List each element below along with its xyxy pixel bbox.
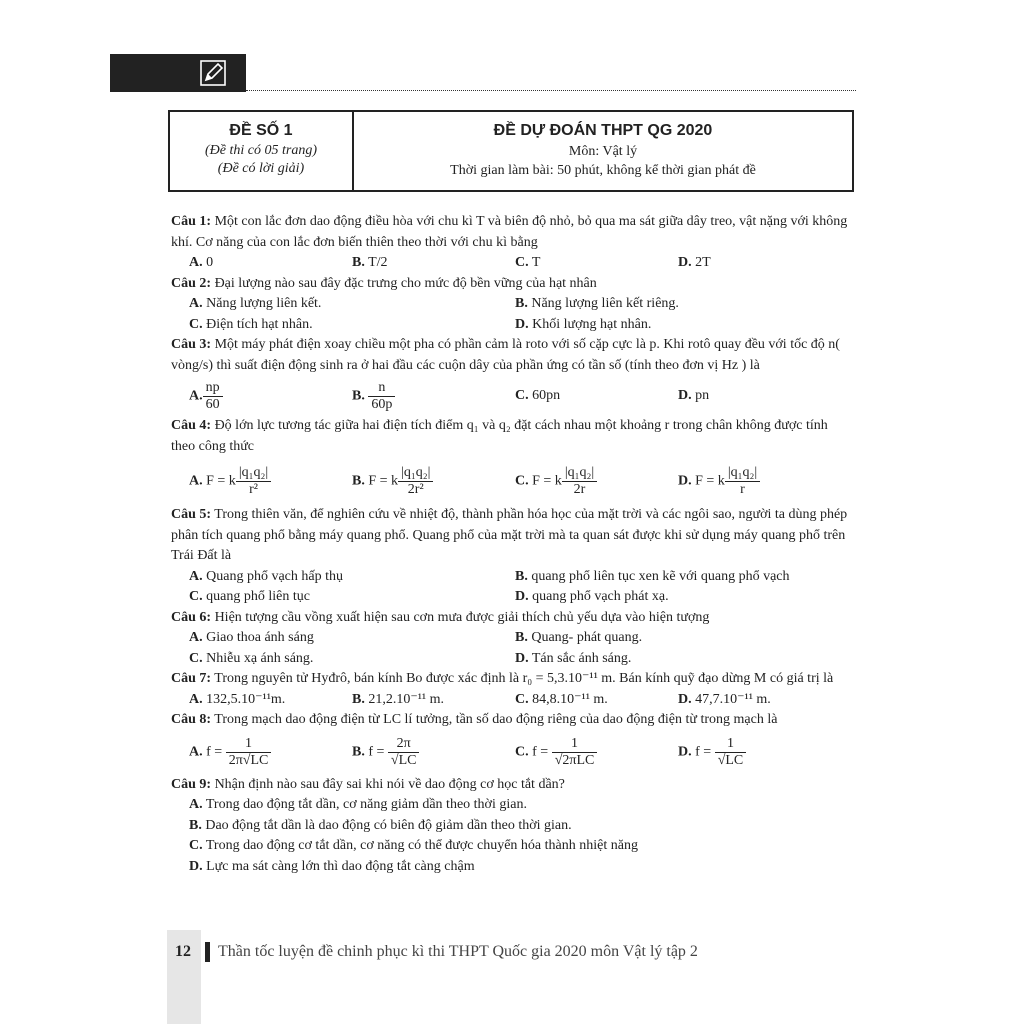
fraction: $\frac{1}{√LC}$ [715,736,747,769]
question-label: Câu 2: [171,275,212,291]
pencil-icon [198,58,228,88]
option-b[interactable]: B. Năng lượng liên kết riêng. [515,296,679,311]
option-b[interactable]: B. quang phổ liên tục xen kẽ với quang phổ vạch [515,568,790,584]
option-c[interactable]: C. 60pn [515,387,561,403]
option-a[interactable]: A. $\frac{np}{60}$ [189,380,352,413]
exam-time: Thời gian làm bài: 50 phút, không kể thời gian phát đề [450,163,756,178]
option-b[interactable]: B. Quang- phát quang. [515,630,643,645]
exam-title-block [354,112,852,190]
question-label: Câu 8: [171,712,212,727]
question-list [171,212,855,877]
option-c[interactable]: C. 84,8.10⁻¹¹ m. [515,691,608,707]
fraction: $\frac{\text{|q₁q₂|}}{\text{r²}}$ [236,465,271,498]
options-q8 [171,731,855,775]
question-2 [171,274,855,295]
exam-info [170,112,354,190]
question-text: Trong mạch dao động điện từ LC lí tưởng, tần số dao động riêng của dao động điện từ trong mạch là [211,712,778,727]
header-divider [246,90,856,91]
option-d[interactable]: D. pn [678,387,710,403]
options-q3 [171,376,855,416]
options-q7 [171,690,855,711]
question-8 [171,710,855,731]
option-d[interactable]: D. Tán sắc ánh sáng. [515,650,632,666]
options-q2-row1 [171,294,855,315]
option-a[interactable]: A. Giao thoa ánh sáng [189,630,314,645]
fraction: $\frac{1}{2\pi√LC}$ [226,736,272,769]
question-text: Nhận định nào sau đây sai khi nói về dao động cơ học tắt dần? [211,776,565,792]
question-9 [171,775,855,796]
option-c[interactable]: C. T [515,255,541,270]
fraction: $\frac{n}{60p}$ [368,380,395,413]
page-count-note: (Đề thi có 05 trang) [205,143,317,158]
options-q1 [171,253,855,274]
exam-header-box [168,110,854,192]
question-text: Trong thiên văn, để nghiên cứu về nhiệt độ, thành phần hóa học của mặt trời và các ngôi sao, người ta dùng phép phân tích quang phổ bằng máy quang phổ. Quang phổ của mặt trời mà ta quan sát được khi sử dụng máy quang phổ trên Trái Đất là [171,507,848,563]
option-d[interactable]: D. f = $\frac{1}{√LC}$ [678,736,841,769]
question-3 [171,335,855,376]
option-a[interactable]: A. F = k $\frac{\text{|q₁q₂|}}{\text{r²}}$ [189,465,352,498]
exam-title: ĐỀ DỰ ĐOÁN THPT QG 2020 [493,122,713,139]
question-label: Câu 1: [171,214,212,229]
option-c[interactable]: C. quang phổ liên tục [189,589,310,604]
option-d[interactable]: D. 2T [678,255,711,270]
top-banner [110,54,246,92]
question-label: Câu 6: [171,609,212,625]
question-label: Câu 3: [171,337,212,352]
option-d[interactable]: D. Khối lượng hạt nhân. [515,316,652,332]
fraction: $\frac{\text{|q₁q₂|}}{r}$ [725,465,760,498]
question-label: Câu 7: [171,671,212,686]
book-title: Thần tốc luyện đề chinh phục kì thi THPT Quốc gia 2020 môn Vật lý tập 2 [218,943,698,960]
option-c[interactable]: C. Nhiễu xạ ánh sáng. [189,650,314,666]
option-d[interactable]: D. Lực ma sát càng lớn thì dao động tắt càng chậm [189,858,475,874]
option-b[interactable]: B. f = $\frac{2\pi}{√LC}$ [352,736,515,769]
page-footer [175,942,855,962]
options-q6-row2 [171,649,855,670]
option-a[interactable]: A. 132,5.10⁻¹¹m. [189,691,286,707]
question-5 [171,505,855,567]
question-6 [171,608,855,629]
solution-note: (Đề có lời giải) [217,161,305,176]
option-b[interactable]: B. 21,2.10⁻¹¹ m. [352,691,445,707]
question-text: Đại lượng nào sau đây đặc trưng cho mức độ bền vững của hạt nhân [211,275,597,291]
option-a[interactable]: A. Năng lượng liên kết. [189,296,322,311]
footer-bar [205,942,210,962]
option-a[interactable]: A. Quang phổ vạch hấp thụ [189,568,343,584]
question-label: Câu 5: [171,507,212,522]
option-c[interactable]: C. Điện tích hạt nhân. [189,316,313,332]
option-a[interactable]: A. Trong dao động tắt dần, cơ năng giảm dần theo thời gian. [189,797,527,812]
options-q2-row2 [171,315,855,336]
options-q5-row1 [171,567,855,588]
option-a[interactable]: A. f = $\frac{1}{2\pi√LC}$ [189,736,352,769]
page-number: 12 [175,943,191,960]
options-q4 [171,457,855,505]
option-c[interactable]: C. Trong dao động cơ tắt dần, cơ năng có thể được chuyển hóa thành nhiệt năng [189,838,638,853]
question-7 [171,669,855,690]
option-b[interactable]: B. $\frac{n}{60p}$ [352,380,515,413]
option-b[interactable]: B. T/2 [352,255,388,270]
exam-subject: Môn: Vật lý [568,144,638,159]
question-label: Câu 4: [171,418,212,433]
question-1 [171,212,855,253]
option-d[interactable]: D. 47,7.10⁻¹¹ m. [678,691,771,707]
exam-number: ĐỀ SỐ 1 [229,122,293,139]
fraction: $\frac{\text{|q₁q₂|}}{2r}$ [562,465,597,498]
question-text: Hiện tượng cầu vồng xuất hiện sau cơn mưa được giải thích chủ yếu dựa vào hiện tượng [211,609,710,625]
option-d[interactable]: D. F = k $\frac{\text{|q₁q₂|}}{r}$ [678,465,841,498]
options-q6-row1 [171,628,855,649]
question-text: Một máy phát điện xoay chiều một pha có phần cảm là roto với số cặp cực là p. Khi rotô quay đều với tốc độ n( vòng/s) thì suất điện động sinh ra ở hai đầu các cuộn dây của phần ứng có tần số (tính theo đơn vị Hz ) là [171,337,840,373]
fraction: $\frac{\text{|q₁q₂|}}{\text{2r²}}$ [398,465,433,498]
option-b[interactable]: B. Dao động tắt dần là dao động có biên độ giảm dần theo thời gian. [189,817,572,833]
question-text: Một con lắc đơn dao động điều hòa với chu kì T và biên độ nhỏ, bỏ qua ma sát giữa dây treo, vật nặng với không khí. Cơ năng của con lắc đơn biến thiên theo thời với chu kì bằng [171,214,848,250]
options-q5-row2 [171,587,855,608]
fraction: $\frac{2\pi}{√LC}$ [388,736,420,769]
question-label: Câu 9: [171,776,212,792]
option-c[interactable]: C. F = k $\frac{\text{|q₁q₂|}}{2r}$ [515,465,678,498]
option-d[interactable]: D. quang phổ vạch phát xạ. [515,589,669,604]
question-text: Độ lớn lực tương tác giữa hai điện tích điểm q₁ và q₂ đặt cách nhau một khoảng r trong chân không được tính theo công thức [171,418,828,454]
option-a[interactable]: A. 0 [189,255,214,270]
fraction: $\frac{np}{60}$ [203,380,223,413]
fraction: $\frac{1}{\text{√2πLC}}$ [552,736,598,769]
option-b[interactable]: B. F = k $\frac{\text{|q₁q₂|}}{\text{2r²}}$ [352,465,515,498]
question-text: Trong nguyên tử Hyđrô, bán kính Bo được xác định là r₀ = 5,3.10⁻¹¹ m. Bán kính quỹ đạo dừng M có giá trị là [211,671,834,686]
question-4 [171,416,855,457]
option-c[interactable]: C. f = $\frac{1}{\text{√2πLC}}$ [515,736,678,769]
